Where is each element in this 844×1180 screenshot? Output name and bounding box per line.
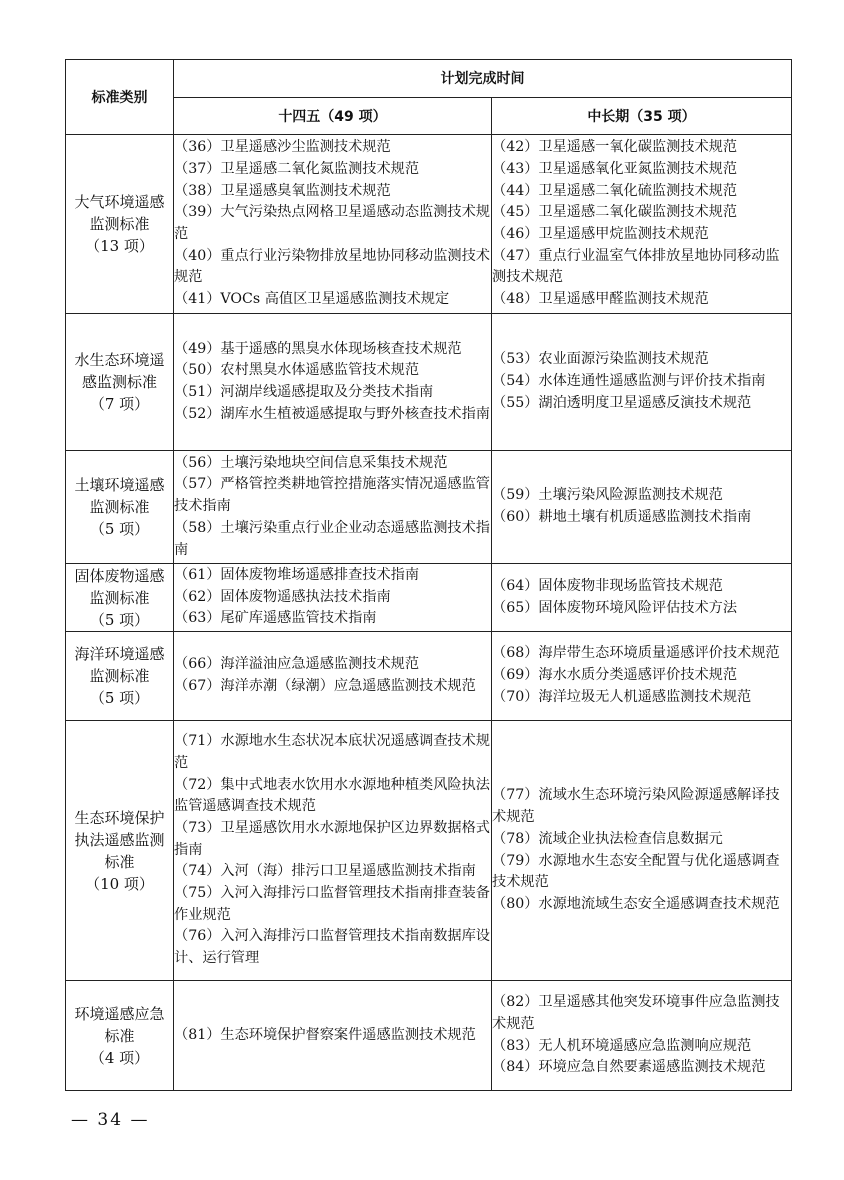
standard-item: （79）水源地水生态安全配置与优化遥感调查技术规范 (492, 852, 780, 891)
standard-item: （52）湖库水生植被遥感提取与野外核查技术指南 (174, 405, 490, 422)
standard-item: （47）重点行业温室气体排放星地协同移动监测技术规范 (492, 247, 780, 286)
items-cell-14th-five-year (174, 314, 492, 451)
standard-item: （60）耕地土壤有机质遥感监测技术指南 (492, 509, 752, 525)
standard-item: （66）海洋溢油应急遥感监测技术规范 (174, 656, 420, 673)
category-line: 感监测标准 (81, 373, 157, 391)
category-cell (66, 451, 174, 564)
category-line: 大气环境遥感 (74, 193, 165, 211)
standard-item: （80）水源地流域生态安全遥感调查技术规范 (492, 895, 780, 912)
standard-item: （78）流域企业执法检查信息数据元 (492, 830, 723, 847)
standard-item: （65）固体废物环境风险评估技术方法 (492, 599, 738, 616)
standard-item: （69）海水水质分类遥感评价技术规范 (492, 667, 738, 684)
standard-item: （44）卫星遥感二氧化硫监测技术规范 (492, 182, 738, 199)
items-cell-14th-five-year (174, 564, 492, 632)
standard-item: （62）固体废物遥感执法技术指南 (174, 588, 391, 605)
standard-item: （36）卫星遥感沙尘监测技术规范 (174, 139, 391, 156)
category-line: 监测标准 (89, 667, 150, 685)
category-line: （13 项） (85, 237, 154, 255)
category-line: 生态环境保护 (74, 808, 165, 827)
standard-item: （39）大气污染热点网格卫星遥感动态监测技术规范 (174, 204, 490, 242)
items-cell-long-term (492, 135, 792, 314)
table-row (66, 564, 792, 632)
standard-item: （59）土壤污染风险源监测技术规范 (492, 487, 723, 504)
items-cell-long-term (492, 981, 792, 1091)
standard-item: （76）入河入海排污口监督管理技术指南数据库设计、运行管理 (174, 928, 490, 967)
table-row (66, 135, 792, 314)
category-line: 标准 (104, 1026, 135, 1045)
standard-item: （57）严格管控类耕地管控措施落实情况遥感监管技术指南 (174, 476, 490, 515)
category-line: （4 项） (89, 1048, 150, 1067)
header-period-long-term: 中长期（35 项） (492, 97, 792, 135)
category-cell (66, 721, 174, 981)
category-cell (66, 564, 174, 632)
standard-item: （67）海洋赤潮（绿潮）应急遥感监测技术规范 (174, 678, 476, 694)
standard-item: （43）卫星遥感氧化亚氮监测技术规范 (492, 160, 738, 177)
category-line: （7 项） (89, 395, 150, 413)
category-line: 执法遥感监测 (74, 830, 165, 849)
items-cell-long-term (492, 314, 792, 451)
table-row (66, 632, 792, 721)
category-line: 环境遥感应急 (74, 1004, 165, 1023)
category-line: 监测标准 (89, 498, 150, 516)
header-period-14th-five-year: 十四五（49 项） (174, 97, 492, 135)
items-cell-14th-five-year (174, 135, 492, 314)
category-line: 监测标准 (89, 215, 150, 233)
standard-item: （72）集中式地表水饮用水水源地种植类风险执法监管遥感调查技术规范 (174, 776, 490, 815)
table-row (66, 451, 792, 564)
standard-item: （64）固体废物非现场监管技术规范 (492, 577, 723, 594)
standard-item: （48）卫星遥感甲醛监测技术规范 (492, 291, 709, 308)
standard-item: （75）入河入海排污口监督管理技术指南排查装备作业规范 (174, 885, 490, 923)
standard-item: （40）重点行业污染物排放星地协同移动监测技术规范 (174, 247, 490, 286)
category-cell (66, 314, 174, 451)
standard-item: （56）土壤污染地块空间信息采集技术规范 (174, 454, 448, 471)
standard-item: （46）卫星遥感甲烷监测技术规范 (492, 226, 709, 242)
standard-item: （55）湖泊透明度卫星遥感反演技术规范 (492, 394, 752, 411)
standard-item: （58）土壤污染重点行业企业动态遥感监测技术指南 (174, 519, 490, 558)
table-row (66, 721, 792, 981)
standard-item: （82）卫星遥感其他突发环境事件应急监测技术规范 (492, 994, 780, 1032)
page-number: — 34 — (71, 1110, 150, 1130)
category-line: 土壤环境遥感 (74, 476, 165, 494)
table-row (66, 314, 792, 451)
items-cell-long-term (492, 451, 792, 564)
standard-item: （77）流域水生态环境污染风险源遥感解译技术规范 (492, 787, 780, 826)
category-line: 监测标准 (89, 588, 150, 607)
table-row (66, 981, 792, 1091)
standard-item: （68）海岸带生态环境质量遥感评价技术规范 (492, 645, 780, 662)
category-line: 固体废物遥感 (74, 566, 165, 585)
items-cell-14th-five-year (174, 632, 492, 721)
items-cell-14th-five-year (174, 451, 492, 564)
standard-item: （61）固体废物堆场遥感排查技术指南 (174, 566, 420, 583)
items-cell-long-term (492, 632, 792, 721)
items-cell-14th-five-year (174, 981, 492, 1091)
standards-table (65, 59, 792, 1091)
category-cell (66, 135, 174, 314)
items-cell-long-term (492, 564, 792, 632)
category-line: 标准 (104, 852, 135, 871)
standard-item: （81）生态环境保护督察案件遥感监测技术规范 (174, 1026, 476, 1043)
standard-item: （71）水源地水生态状况本底状况遥感调查技术规范 (174, 733, 490, 771)
standard-item: （63）尾矿库遥感监管技术指南 (174, 610, 377, 627)
standard-item: （37）卫星遥感二氧化氮监测技术规范 (174, 160, 420, 177)
category-line: 水生态环境遥 (74, 351, 165, 369)
standard-item: （54）水体连通性遥感监测与评价技术指南 (492, 373, 766, 390)
standard-item: （51）河湖岸线遥感提取及分类技术指南 (174, 384, 434, 400)
category-cell (66, 632, 174, 721)
standard-item: （42）卫星遥感一氧化碳监测技术规范 (492, 139, 738, 156)
standard-item: （45）卫星遥感二氧化碳监测技术规范 (492, 204, 738, 221)
header-plan-time: 计划完成时间 (174, 60, 792, 98)
category-line: （10 项） (85, 874, 154, 893)
standard-item: （41）VOCs 高值区卫星遥感监测技术规定 (174, 291, 450, 308)
standard-item: （83）无人机环境遥感应急监测响应规范 (492, 1037, 752, 1054)
items-cell-long-term (492, 721, 792, 981)
items-cell-14th-five-year (174, 721, 492, 981)
standard-item: （73）卫星遥感饮用水水源地保护区边界数据格式指南 (174, 819, 490, 858)
category-cell (66, 981, 174, 1091)
standard-item: （53）农业面源污染监测技术规范 (492, 351, 709, 368)
standard-item: （84）环境应急自然要素遥感监测技术规范 (492, 1059, 766, 1076)
category-line: （5 项） (89, 520, 150, 538)
standard-item: （74）入河（海）排污口卫星遥感监测技术指南 (174, 863, 476, 880)
category-line: 海洋环境遥感 (74, 645, 165, 663)
header-category: 标准类别 (66, 60, 174, 135)
category-line: （5 项） (89, 610, 150, 629)
standard-item: （70）海洋垃圾无人机遥感监测技术规范 (492, 688, 752, 705)
standard-item: （50）农村黑臭水体遥感监管技术规范 (174, 362, 420, 379)
category-line: （5 项） (89, 689, 150, 707)
standard-item: （38）卫星遥感臭氧监测技术规范 (174, 182, 391, 199)
standard-item: （49）基于遥感的黑臭水体现场核查技术规范 (174, 340, 462, 357)
